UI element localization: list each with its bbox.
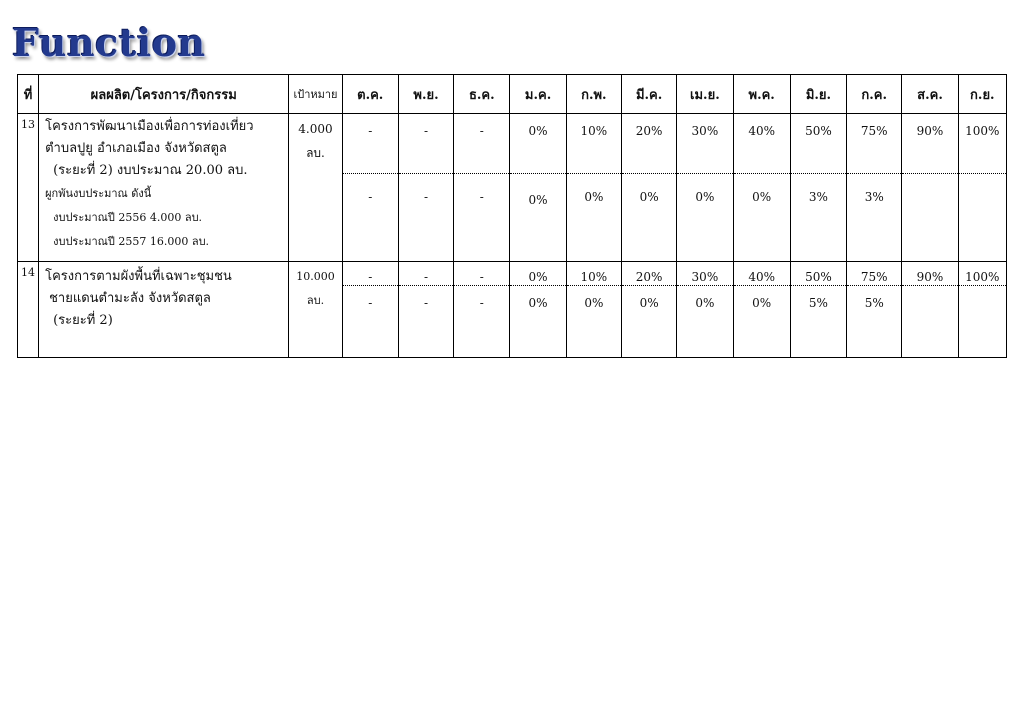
- description-line: โครงการตามผังพื้นที่เฉพาะชุมชน: [45, 269, 232, 284]
- plan-cell: 100%: [958, 114, 1006, 174]
- actual-cell: 0%: [677, 286, 733, 358]
- header-cell: พ.ย.: [398, 75, 453, 114]
- header-cell: ส.ค.: [902, 75, 958, 114]
- plan-cell: 0%: [510, 114, 566, 174]
- plan-cell: -: [454, 114, 510, 174]
- plan-cell: 0%: [510, 262, 566, 286]
- table-row-plan: [18, 114, 1007, 174]
- actual-cell: -: [398, 174, 453, 262]
- actual-cell: 5%: [790, 286, 846, 358]
- actual-cell: [958, 286, 1006, 358]
- plan-cell: -: [398, 114, 453, 174]
- target-cell: [289, 262, 342, 358]
- plan-cell: -: [342, 114, 398, 174]
- plan-cell: 50%: [790, 262, 846, 286]
- description-line: (ระยะที่ 2): [53, 313, 113, 328]
- header-cell: มี.ค.: [621, 75, 676, 114]
- target-value: 10.000: [296, 270, 335, 283]
- header-cell: เป้าหมาย: [289, 75, 342, 114]
- description-line: งบประมาณปี 2556 4.000 ลบ.: [53, 211, 203, 224]
- plan-cell: 75%: [847, 262, 902, 286]
- plan-cell: 50%: [790, 114, 846, 174]
- page-title: Function: [12, 20, 206, 65]
- header-cell: ก.ค.: [847, 75, 902, 114]
- header-cell: เม.ย.: [677, 75, 733, 114]
- actual-cell: 3%: [790, 174, 846, 262]
- plan-cell: 10%: [566, 114, 621, 174]
- description-line: งบประมาณปี 2557 16.000 ลบ.: [53, 235, 210, 248]
- actual-cell: -: [454, 286, 510, 358]
- target-unit: ลบ.: [306, 146, 325, 160]
- actual-cell: 0%: [733, 174, 790, 262]
- plan-cell: 40%: [733, 262, 790, 286]
- actual-cell: -: [342, 174, 398, 262]
- actual-cell: 0%: [621, 174, 676, 262]
- plan-cell: -: [454, 262, 510, 286]
- actual-cell: -: [454, 174, 510, 262]
- header-cell: ผลผลิต/โครงการ/กิจกรรม: [39, 75, 289, 114]
- target-cell: [289, 114, 342, 262]
- actual-cell: 0%: [621, 286, 676, 358]
- plan-cell: 100%: [958, 262, 1006, 286]
- header-cell: ม.ค.: [510, 75, 566, 114]
- actual-cell: 0%: [510, 174, 566, 262]
- plan-cell: -: [398, 262, 453, 286]
- actual-cell: [902, 174, 958, 262]
- description-line: ตำบลปูยู อำเภอเมือง จังหวัดสตูล: [45, 141, 227, 156]
- header-cell: ก.พ.: [566, 75, 621, 114]
- plan-cell: 30%: [677, 114, 733, 174]
- actual-cell: 5%: [847, 286, 902, 358]
- header-cell: มิ.ย.: [790, 75, 846, 114]
- plan-cell: 90%: [902, 114, 958, 174]
- actual-cell: 3%: [847, 174, 902, 262]
- plan-cell: -: [342, 262, 398, 286]
- header-cell: ต.ค.: [342, 75, 398, 114]
- row-number: 13: [18, 114, 39, 262]
- header-cell: ก.ย.: [958, 75, 1006, 114]
- header-cell: พ.ค.: [733, 75, 790, 114]
- plan-cell: 40%: [733, 114, 790, 174]
- target-unit: ลบ.: [306, 294, 325, 307]
- plan-cell: 30%: [677, 262, 733, 286]
- plan-cell: 10%: [566, 262, 621, 286]
- plan-cell: 20%: [621, 114, 676, 174]
- project-description: [39, 262, 289, 358]
- actual-cell: 0%: [566, 174, 621, 262]
- project-description: [39, 114, 289, 262]
- plan-cell: 75%: [847, 114, 902, 174]
- description-line: ผูกพันงบประมาณ ดังนี้: [45, 187, 152, 200]
- progress-table: [17, 74, 1007, 358]
- row-number: 14: [18, 262, 39, 358]
- header-row: [18, 75, 1007, 114]
- actual-cell: [902, 286, 958, 358]
- description-line: ชายแดนตำมะลัง จังหวัดสตูล: [49, 291, 211, 306]
- plan-cell: 20%: [621, 262, 676, 286]
- actual-cell: -: [398, 286, 453, 358]
- actual-cell: -: [342, 286, 398, 358]
- plan-cell: 90%: [902, 262, 958, 286]
- actual-cell: 0%: [510, 286, 566, 358]
- description-line: (ระยะที่ 2) งบประมาณ 20.00 ลบ.: [53, 163, 248, 178]
- header-cell: ธ.ค.: [454, 75, 510, 114]
- description-line: โครงการพัฒนาเมืองเพื่อการท่องเที่ยว: [45, 119, 254, 134]
- header-cell: ที่: [18, 75, 39, 114]
- actual-cell: 0%: [733, 286, 790, 358]
- actual-cell: 0%: [677, 174, 733, 262]
- target-value: 4.000: [298, 122, 333, 136]
- actual-cell: [958, 174, 1006, 262]
- table-row-plan: [18, 262, 1007, 286]
- actual-cell: 0%: [566, 286, 621, 358]
